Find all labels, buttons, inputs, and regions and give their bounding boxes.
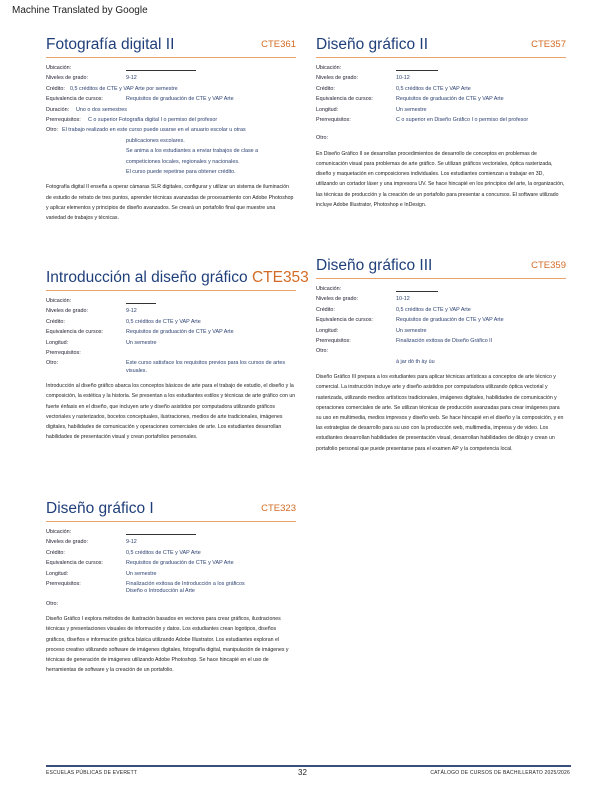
course-title: Diseño gráfico III — [316, 257, 433, 274]
detail-value: 0,5 créditos de CTE y VAP Arte por semestre — [70, 85, 178, 92]
note-item: competiciones locales, regionales y nacionales. — [126, 158, 240, 165]
course-cte359 — [316, 254, 566, 459]
detail-label: Longitud: — [316, 106, 339, 113]
detail-label: Ubicación: — [46, 529, 72, 535]
detail-value: El trabajo realizado en este curso puede usarse en el anuario escolar u otras — [62, 127, 246, 134]
detail-label: Prerrequisitos: — [46, 350, 81, 357]
detail-label: Equivalencia de cursos: — [316, 317, 373, 324]
location-value — [126, 297, 156, 304]
detail-label: Otro: — [46, 600, 58, 607]
course-description: Fotografía digital II enseña a operar cámaras SLR digitales, configurar y utilizar un sistema de iluminación de estudio de retrato de tres puntos, aprender técnicas avanzadas de procesamiento con Adobe Photoshop y aplicar elementos y principios de diseño avanzados. Se creará un portafolio final que muestre una variedad de trabajos y técnicas. — [46, 184, 294, 222]
other-notes — [316, 357, 566, 367]
course-code: CTE353 — [251, 269, 309, 286]
detail-label: Otro: — [46, 360, 58, 367]
detail-label: Crédito: — [316, 306, 335, 313]
detail-label: Ubicación: — [46, 298, 72, 304]
detail-label: Longitud: — [316, 327, 339, 334]
detail-label: Crédito: — [46, 549, 65, 556]
detail-label: Crédito: — [46, 318, 65, 325]
note-item: visuales. — [126, 367, 147, 374]
note-item: Diseño o Introducción al Arte — [126, 588, 195, 595]
detail-value: Un semestre — [126, 570, 157, 577]
course-description: Diseño Gráfico III prepara a los estudiantes para aplicar técnicas artísticas a conceptos de arte técnico y comercial. La instrucción incluye arte y diseño asistidos por computadora utilizando óptica vectorial y rasterizada, utilizando medios artísticos tradicionales, imágenes digitales, habilidades de comunicación y operaciones comerciales de arte. Se utilizan técnicas de producción avanzadas para crear imágenes para su uso en multimedia, medios impresos y diseño web. Se hace hincapié en el diseño y la composición, y en las estrategias de desarrollo para su uso con la producción web, multimedia, impresa y de video. Los estudiantes desarrollan habilidades de presentación visual, desarrollan habilidades de dibujo y crean un portafolio personal que puede presentarse para el examen AP y la competencia local. — [316, 374, 564, 452]
detail-value: 0,5 créditos de CTE y VAP Arte — [396, 85, 471, 92]
detail-value: 0,5 créditos de CTE y VAP Arte — [126, 549, 201, 556]
note-item: publicaciones escolares. — [126, 137, 185, 144]
course-cte361 — [46, 33, 296, 228]
detail-label: Equivalencia de cursos: — [46, 560, 103, 567]
course-title: Diseño gráfico I — [46, 500, 154, 517]
course-cte353 — [46, 264, 309, 448]
detail-label: Prerrequisitos: — [46, 581, 81, 588]
detail-label: Longitud: — [46, 570, 69, 577]
detail-label: Duración: — [46, 106, 70, 113]
course-title-text: Introducción al diseño gráfico — [46, 269, 248, 286]
course-code: CTE361 — [261, 39, 296, 50]
note-item: à jar dò th ày ùu — [396, 358, 435, 365]
detail-label: Equivalencia de cursos: — [316, 96, 373, 103]
course-title — [46, 269, 309, 287]
detail-label: Crédito: — [46, 85, 65, 92]
detail-label: Prerrequisitos: — [316, 338, 351, 345]
course-details — [46, 63, 296, 177]
footer-divider — [46, 765, 571, 767]
detail-value: Finalización exitosa de Diseño Gráfico II — [396, 338, 493, 345]
course-details — [46, 527, 296, 609]
location-value — [396, 285, 438, 292]
detail-label: Niveles de grado: — [46, 75, 88, 82]
detail-label: Equivalencia de cursos: — [46, 96, 103, 103]
course-details — [46, 296, 296, 376]
note-item: El curso puede repetirse para obtener crédito. — [126, 169, 236, 176]
detail-label: Ubicación: — [316, 286, 342, 292]
detail-label: Otro: — [316, 135, 328, 142]
course-header — [46, 497, 296, 522]
detail-label: Prerrequisitos: — [46, 117, 81, 124]
course-description: Introducción al diseño gráfico abarca los conceptos básicos de arte para el trabajo de estudio, el diseño y la composición, la estética y la historia. Se presentan a los estudiantes estilos y técnicas de arte gráfico con un fuerte énfasis en el diseño, que incluyen arte y diseño asistidos por computadora utilizando gráficos vectoriales y rasterizados, bocetos conceptuales, ilustraciones, medios de arte tradicionales, imágenes digitales, habilidades de comunicación y operaciones comerciales de arte. Los estudiantes desarrollan habilidades de presentación visual y crean portafolios personales. — [46, 383, 296, 441]
detail-value: Un semestre — [396, 327, 427, 334]
detail-value: 9-12 — [126, 539, 137, 546]
detail-value: Este curso satisface los requisitos previos para los cursos de artes — [126, 360, 286, 367]
course-code: CTE323 — [261, 503, 296, 514]
detail-value: 0,5 créditos de CTE y VAP Arte — [126, 318, 201, 325]
location-value — [126, 64, 196, 71]
page-number: 32 — [298, 768, 307, 777]
course-header — [316, 33, 566, 58]
course-description: Diseño Gráfico I explora métodos de ilustración basados en vectores para crear gráficos, ilustraciones técnicas y presentaciones visuales de información y datos. Los estudiantes crean logotipos, diseños gráficos, diseños e información gráfica básica utilizando Adobe Illustrator. Los estudiantes exploran el proceso creativo utilizando software de imágenes digitales, fotografía digital, manipulación de imágenes y técnicas de generación de imágenes utilizando Adobe Photoshop. Se hace hincapié en el uso de herramientas de software y la creación de un portafolio. — [46, 616, 289, 674]
course-description: En Diseño Gráfico II se desarrollan procedimientos de desarrollo de conceptos en problemas de comunicación visual para problemas de arte gráfico. Se utilizan gráficos vectoriales, óptica rasterizada, diseño y maquetación en composiciones individuales. Los estudiantes comienzan a trabajar en 3D, utilizando un cortador láser y una impresora UV. Se hace hincapié en los principios del arte, la organización, las técnicas de producción y la creación de un portafolio para presentar a concursos. El software utilizado incluye Adobe Illustrator, Photoshop e InDesign. — [316, 150, 565, 208]
detail-label: Niveles de grado: — [316, 75, 358, 82]
detail-label: Equivalencia de cursos: — [46, 329, 103, 336]
detail-value: Un semestre — [126, 339, 157, 346]
course-cte323 — [46, 497, 296, 681]
detail-value — [126, 348, 296, 358]
course-code: CTE359 — [531, 260, 566, 271]
note-item: Se anima a los estudiantes a enviar trabajos de clase a — [126, 148, 259, 155]
detail-value: 10-12 — [396, 296, 410, 303]
detail-label: Longitud: — [46, 339, 69, 346]
detail-value: Requisitos de graduación de CTE y VAP Arte — [126, 329, 234, 336]
course-title: Diseño gráfico II — [316, 36, 428, 53]
detail-value: Un semestre — [396, 106, 427, 113]
course-title: Fotografía digital II — [46, 36, 175, 53]
detail-label: Prerrequisitos: — [316, 117, 351, 124]
detail-label: Niveles de grado: — [46, 539, 88, 546]
detail-value: 0,5 créditos de CTE y VAP Arte — [396, 306, 471, 313]
detail-value: 9-12 — [126, 308, 137, 315]
detail-value: Finalización exitosa de Introducción a los gráficos — [126, 581, 245, 588]
detail-label: Niveles de grado: — [316, 296, 358, 303]
location-value — [396, 64, 438, 71]
course-details — [316, 284, 566, 367]
footer-district: ESCUELAS PÚBLICAS DE EVERETT — [46, 770, 138, 776]
detail-value: Requisitos de graduación de CTE y VAP Arte — [396, 96, 504, 103]
detail-value — [396, 346, 566, 356]
detail-value: Requisitos de graduación de CTE y VAP Arte — [396, 317, 504, 324]
course-code: CTE357 — [531, 39, 566, 50]
detail-label: Otro: — [46, 127, 58, 134]
detail-label: Niveles de grado: — [46, 308, 88, 315]
detail-label: Otro: — [316, 348, 328, 355]
detail-label: Ubicación: — [46, 65, 72, 71]
other-notes — [46, 136, 296, 178]
course-cte357 — [316, 33, 566, 215]
course-header — [316, 254, 566, 279]
detail-value: C o superior Fotografía digital I o permiso del profesor — [88, 117, 218, 124]
footer-catalog: CATÁLOGO DE CURSOS DE BACHILLERATO 2025/2026 — [430, 770, 570, 776]
detail-value: 10-12 — [396, 75, 410, 82]
detail-value: 9-12 — [126, 75, 137, 82]
detail-value: Requisitos de graduación de CTE y VAP Arte — [126, 560, 234, 567]
location-value — [126, 528, 196, 535]
detail-value: C o superior en Diseño Gráfico I o permiso del profesor — [396, 117, 529, 124]
detail-label: Crédito: — [316, 85, 335, 92]
course-details — [316, 63, 566, 144]
detail-label: Ubicación: — [316, 65, 342, 71]
detail-value: Requisitos de graduación de CTE y VAP Arte — [126, 96, 234, 103]
translation-banner: Machine Translated by Google — [12, 5, 148, 16]
detail-value: Uno o dos semestres — [76, 106, 127, 113]
course-header — [46, 33, 296, 58]
course-header — [46, 264, 309, 291]
